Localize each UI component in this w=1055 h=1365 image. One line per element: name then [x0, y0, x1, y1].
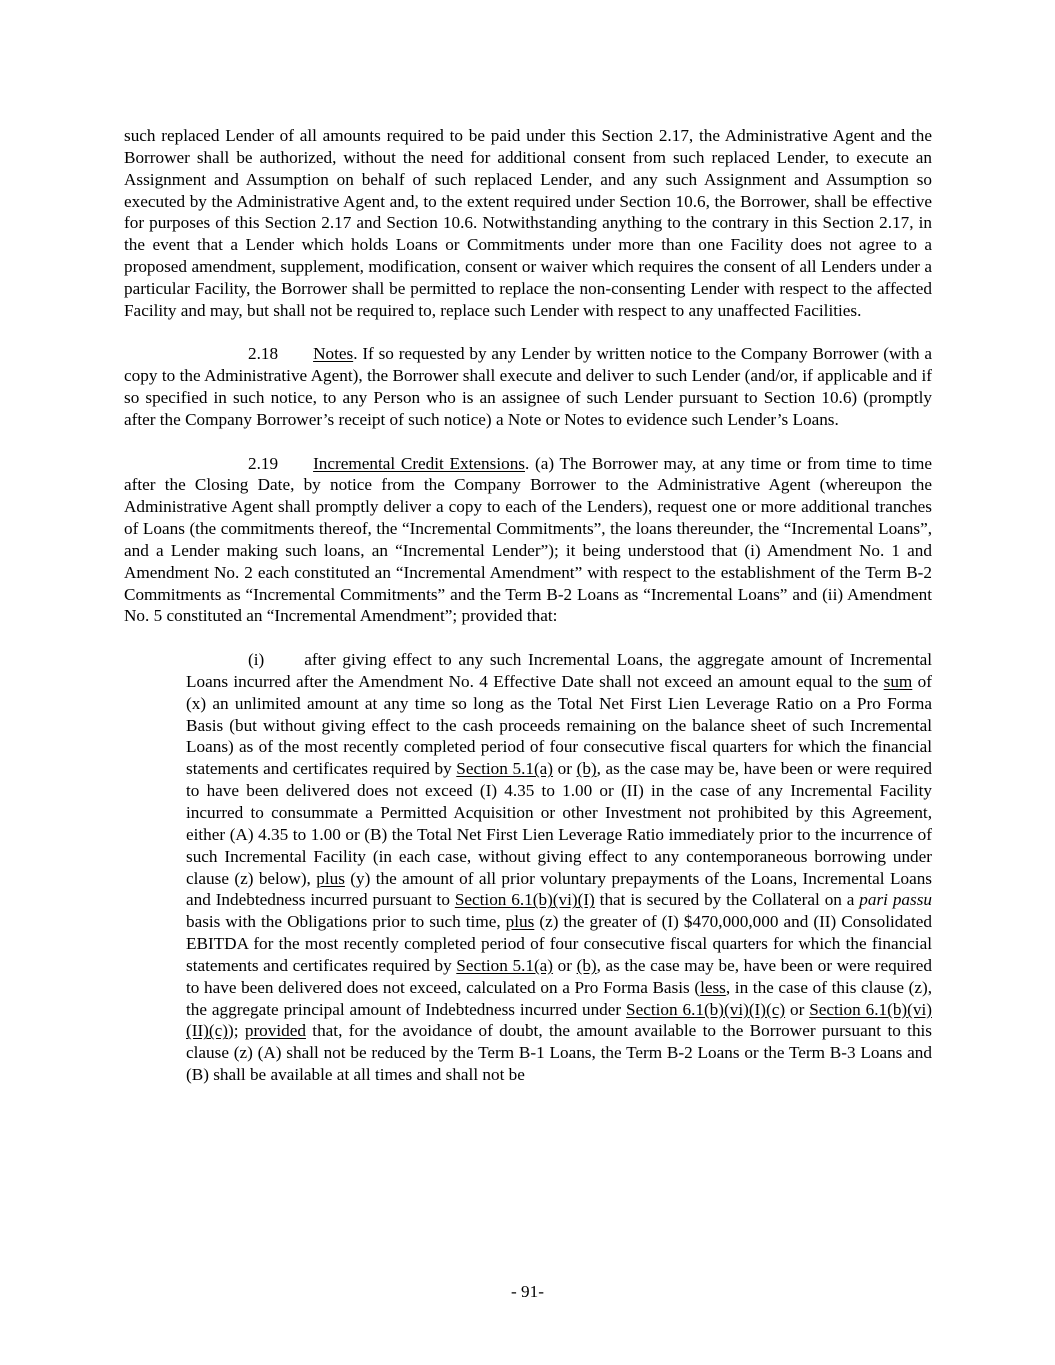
clause-text: , as the case may be, have been or were required to have been delivered does not exceed (I) 4.35 to 1.00 or (II) in the case of any Incremental Facility incurred to consummate a Permitted Acquisition or other Investment not prohibited by this Agreement, either (A) 4.35 to 1.00 or (B) the Total Net First Lien Leverage Ratio immediately prior to the incurrence of such Incremental Facility (in each case, without giving effect to any contemporaneous borrowing under clause (z) below), — [186, 759, 932, 888]
term-less: less — [700, 977, 726, 997]
term-provided: provided — [244, 1021, 306, 1041]
section-reference: Section 5.1(a) — [456, 955, 554, 975]
section-heading: Notes — [313, 344, 354, 364]
term-plus: plus — [316, 868, 345, 888]
term-sum: sum — [883, 671, 913, 691]
page-number: - 91- — [511, 1282, 544, 1301]
section-body: (a) The Borrower may, at any time or from time to time after the Closing Date, by notice from the Company Borrower to the Administrative Agent (whereupon the Administrative Agent shall promptly deliver a copy to each of the Lenders), request one or more additional tranches of Loans (the commitments thereof, the “Incremental Commitments”, the loans thereunder, the “Incremental Loans”, and a Lender making such loans, an “Incremental Lender”); it being understood that (i) Amendment No. 1 and Amendment No. 2 each constituted an “Incremental Amendment” with respect to the establishment of the Term B-2 Commitments as “Incremental Commitments” and the Term B-2 Loans as “Incremental Loans” and (ii) Amendment No. 5 constituted an “Incremental Amendment”; provided that: — [124, 453, 932, 626]
clause-text: (y) the amount of all prior voluntary prepayments of the Loans, Incremental Loans and Indebtedness incurred pursuant to — [186, 868, 932, 910]
clause-text: that, for the avoidance of doubt, the amount available to the Borrower pursuant to this clause (z) (A) shall not be reduced by the Term B-1 Loans, the Term B-2 Loans or the Term B-3 Loans and (B) shall be available at all times and shall not be — [186, 1021, 932, 1085]
section-reference: Section 6.1(b)(vi)(II)(c) — [186, 999, 932, 1041]
section-reference: (b) — [576, 759, 597, 779]
section-reference: Section 6.1(b)(vi)(I) — [454, 890, 595, 910]
clause-text: basis with the Obligations prior to such time, — [186, 912, 506, 932]
clause-text: of (x) an unlimited amount at any time so long as the Total Net First Lien Leverage Ratio on a Pro Forma Basis (but without giving effect to the cash proceeds remaining on the balance sheet of such Incremental Loans) as of the most recently completed period of four consecutive fiscal quarters for which the financial statements and certificates required by — [186, 671, 932, 779]
clause-text: , as the case may be, have been or were required to have been delivered does not exceed, calculated on a Pro Forma Basis ( — [186, 955, 932, 997]
section-reference: Section 5.1(a) — [456, 759, 554, 779]
clause-text: or — [553, 759, 577, 779]
clause-text: ); — [227, 1021, 245, 1041]
clause-text: after giving effect to any such Incremental Loans, the aggregate amount of Incremental Loans incurred after the Amendment No. 4 Effective Date shall not exceed an amount equal to the — [186, 650, 932, 691]
continuation-paragraph: such replaced Lender of all amounts required to be paid under this Section 2.17, the Administrative Agent and the Borrower shall be authorized, without the need for additional consent from such replaced Lender, to execute an Assignment and Assumption on behalf of such replaced Lender, and any such Assignment and Assumption so executed by the Administrative Agent and, to the extent required under Section 10.6, the Borrower, shall be effective for purposes of this Section 2.17 and Section 10.6. Notwithstanding anything to the contrary in this Section 2.17, in the event that a Lender which holds Loans or Commitments under more than one Facility does not agree to a proposed amendment, supplement, modification, consent or waiver which requires the consent of all Lenders under a particular Facility, the Borrower shall be permitted to replace the non-consenting Lender with respect to the affected Facility and may, but shall not be required to, replace such Lender with respect to any unaffected Facilities. — [124, 126, 932, 320]
section-number: 2.19 — [248, 453, 279, 473]
document-page — [124, 125, 932, 1108]
section-2-19: 2.19 Incremental Credit Extensions. (a) The Borrower may, at any time or from time to time after the Closing Date, by notice from the Company Borrower to the Administrative Agent (whereupon the Administrative Agent shall promptly deliver a copy to each of the Lenders), request one or more additional tranches of Loans (the commitments thereof, the “Incremental Commitments”, the loans thereunder, the “Incremental Loans”, and a Lender making such loans, an “Incremental Lender”); it being understood that (i) Amendment No. 1 and Amendment No. 2 each constituted an “Incremental Amendment” with respect to the establishment of the Term B-2 Commitments as “Incremental Commitments” and the Term B-2 Loans as “Incremental Loans” and (ii) Amendment No. 5 constituted an “Incremental Amendment”; provided that: — [124, 453, 932, 626]
clause-text: (z) the greater of (I) $470,000,000 and (II) Consolidated EBITDA for the most recently completed period of four consecutive fiscal quarters for which the financial statements and certificates required by — [186, 912, 932, 975]
section-body: If so requested by any Lender by written notice to the Company Borrower (with a copy to the Administrative Agent), the Borrower shall execute and deliver to such Lender (and/or, if applicable and if so specified in such notice, to any Person who is an assignee of such Lender pursuant to Section 10.6) (promptly after the Company Borrower’s receipt of such notice) a Note or Notes to evidence such Lender’s Loans. — [124, 344, 932, 429]
clause-i — [186, 649, 932, 1086]
clause-text: or — [785, 999, 810, 1019]
term-pari-passu: pari passu — [859, 890, 932, 910]
section-number: 2.18 — [248, 344, 279, 364]
clause-text: or — [553, 955, 577, 975]
section-2-18: 2.18 Notes. If so requested by any Lender by written notice to the Company Borrower (with a copy to the Administrative Agent), the Borrower shall execute and deliver to such Lender (and/or, if applicable and if so specified in such notice, to any Person who is an assignee of such Lender pursuant to Section 10.6) (promptly after the Company Borrower’s receipt of such notice) a Note or Notes to evidence such Lender’s Loans. — [124, 344, 932, 429]
section-reference: (b) — [576, 955, 597, 975]
clause-text: that is secured by the Collateral on a — [594, 890, 860, 910]
term-plus: plus — [505, 912, 535, 932]
clause-text: , in the case of this clause (z), the aggregate principal amount of Indebtedness incurred under — [186, 977, 932, 1019]
section-heading: Incremental Credit Extensions — [313, 453, 525, 473]
clause-label: (i) — [248, 650, 265, 670]
section-reference: Section 6.1(b)(vi)(I)(c) — [626, 999, 786, 1019]
